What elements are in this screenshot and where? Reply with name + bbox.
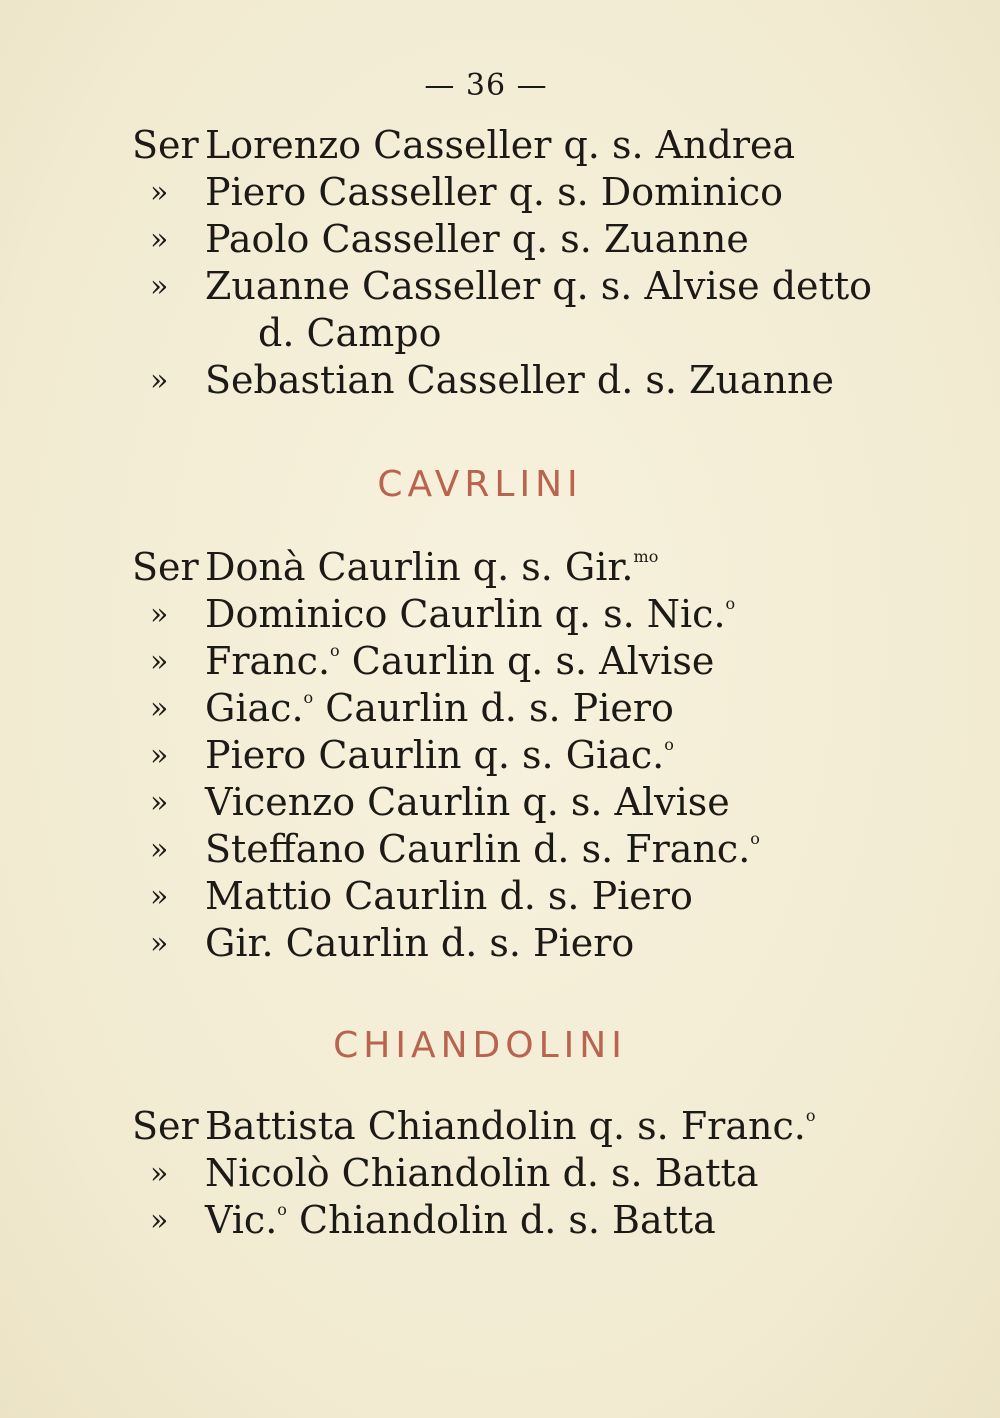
- entry-name: Mattio Caurlin d. s. Piero: [205, 874, 693, 918]
- entry-name: Paolo Casseller q. s. Zuanne: [205, 217, 749, 261]
- entry-name: [205, 826, 760, 873]
- entry-name-text: Vic.: [205, 1198, 278, 1242]
- superscript: o: [725, 594, 736, 613]
- ditto-mark: »: [150, 832, 169, 867]
- entry-name: [205, 591, 735, 638]
- list-item: [0, 1103, 1000, 1150]
- entry-name-rest: Chiandolin d. s. Batta: [286, 1198, 716, 1242]
- ditto-mark: »: [150, 644, 169, 679]
- entry-name-rest: Caurlin d. s. Piero: [313, 686, 674, 730]
- entry-name: Piero Casseller q. s. Dominico: [205, 170, 784, 214]
- section-casseller: [0, 122, 1000, 404]
- list-item: [0, 732, 1000, 779]
- entry-name-text: Giac.: [205, 686, 304, 730]
- list-item: [0, 685, 1000, 732]
- ditto-mark: »: [150, 1203, 169, 1238]
- ditto-mark: »: [150, 363, 169, 398]
- entry-name: [205, 1103, 815, 1150]
- list-item: [0, 826, 1000, 873]
- superscript: o: [750, 829, 760, 848]
- ditto-mark: »: [150, 738, 169, 773]
- entry-list: [0, 544, 1000, 967]
- list-item: [0, 122, 1000, 169]
- superscript: o: [277, 1200, 287, 1219]
- section-cavrlini: [0, 544, 1000, 967]
- ditto-mark: »: [150, 691, 169, 726]
- list-item: [0, 169, 1000, 216]
- entry-name: [205, 544, 658, 591]
- ditto-mark: »: [150, 222, 169, 257]
- entry-list: [0, 122, 1000, 404]
- page-number: — 36 —: [424, 68, 548, 103]
- section-chiandolini: [0, 1103, 1000, 1244]
- entry-name: Lorenzo Casseller q. s. Andrea: [205, 123, 796, 167]
- superscript: o: [303, 688, 314, 707]
- entry-list: [0, 1103, 1000, 1244]
- entry-name-text: Battista Chiandolin q. s. Franc.: [205, 1104, 806, 1148]
- ditto-mark: »: [150, 175, 169, 210]
- superscript: o: [664, 735, 674, 754]
- ditto-mark: »: [150, 926, 169, 961]
- entry-name: d. Campo: [258, 311, 442, 355]
- ditto-mark: »: [150, 597, 169, 632]
- entry-name-text: Donà Caurlin q. s. Gir.: [205, 545, 634, 589]
- entry-name: Sebastian Casseller d. s. Zuanne: [205, 358, 835, 402]
- list-item: [0, 357, 1000, 404]
- entry-name: [205, 685, 674, 732]
- entry-name-rest: Caurlin q. s. Alvise: [339, 639, 715, 683]
- section-heading-cavrlini: CAVRLINI: [377, 464, 583, 505]
- entry-prefix: Ser: [132, 545, 199, 589]
- superscript: o: [805, 1106, 816, 1125]
- ditto-mark: »: [150, 1156, 169, 1191]
- list-item: [0, 873, 1000, 920]
- entry-name: [205, 1197, 716, 1244]
- list-item: [0, 1150, 1000, 1197]
- list-item: [0, 920, 1000, 967]
- entry-name-text: Steffano Caurlin d. s. Franc.: [205, 827, 751, 871]
- entry-name: Zuanne Casseller q. s. Alvise detto: [205, 264, 872, 308]
- list-item: [0, 638, 1000, 685]
- entry-name-text: Piero Caurlin q. s. Giac.: [205, 733, 665, 777]
- entry-name: Vicenzo Caurlin q. s. Alvise: [205, 780, 730, 824]
- superscript: mo: [633, 547, 659, 566]
- superscript: o: [330, 641, 340, 660]
- ditto-mark: »: [150, 269, 169, 304]
- list-item: [0, 310, 1000, 357]
- list-item: [0, 1197, 1000, 1244]
- list-item: [0, 216, 1000, 263]
- ditto-mark: »: [150, 879, 169, 914]
- entry-name: [205, 732, 674, 779]
- entry-name-text: Franc.: [205, 639, 331, 683]
- entry-name-text: Dominico Caurlin q. s. Nic.: [205, 592, 726, 636]
- list-item: [0, 544, 1000, 591]
- list-item: [0, 263, 1000, 310]
- list-item: [0, 591, 1000, 638]
- entry-prefix: Ser: [132, 123, 199, 167]
- entry-prefix: Ser: [132, 1104, 199, 1148]
- entry-name: Nicolò Chiandolin d. s. Batta: [205, 1151, 759, 1195]
- entry-name: Gir. Caurlin d. s. Piero: [205, 921, 635, 965]
- section-heading-chiandolini: CHIANDOLINI: [333, 1025, 627, 1066]
- ditto-mark: »: [150, 785, 169, 820]
- entry-name: [205, 638, 714, 685]
- list-item: [0, 779, 1000, 826]
